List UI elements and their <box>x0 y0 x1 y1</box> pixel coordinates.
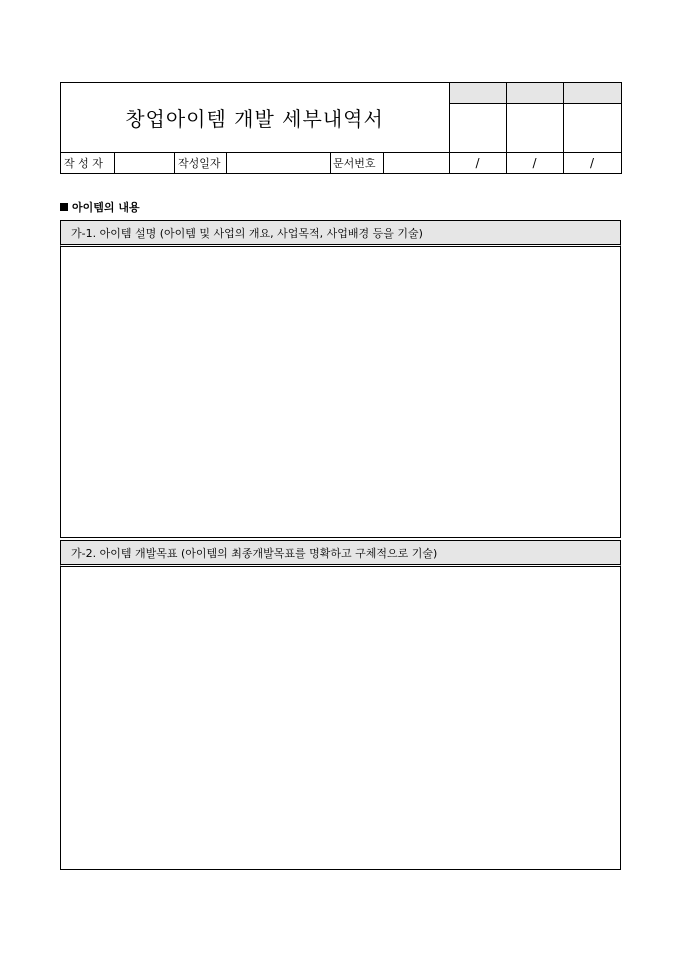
square-bullet-icon <box>60 203 68 211</box>
approval-header-row <box>449 83 621 103</box>
date-label: 작성일자 <box>178 156 221 170</box>
docnum-value[interactable] <box>385 152 447 173</box>
development-goal-label: 가-2. 아이템 개발목표 (아이템의 최종개발목표를 명확하고 구체적으로 기술) <box>71 546 438 560</box>
item-description-body[interactable] <box>60 244 621 538</box>
approval-slash-1: / <box>475 155 480 170</box>
development-goal-body[interactable] <box>60 564 621 870</box>
docnum-label: 문서번호 <box>333 156 376 170</box>
approval-slash-3: / <box>589 155 595 170</box>
document-title: 창업아이템 개발 세부내역서 <box>125 106 384 131</box>
item-description-label: 가-1. 아이템 설명 (아이템 및 사업의 개요, 사업목적, 사업배경 등을 기술) <box>71 226 423 240</box>
date-value[interactable] <box>228 152 328 173</box>
section-heading <box>60 199 140 215</box>
development-goal-header <box>60 540 621 565</box>
author-label: 작 성 자 <box>64 156 103 170</box>
section-title: 아이템의 내용 <box>72 201 140 214</box>
author-value[interactable] <box>116 152 172 173</box>
item-description-header <box>60 220 621 245</box>
approval-slash-2: / <box>532 155 537 170</box>
